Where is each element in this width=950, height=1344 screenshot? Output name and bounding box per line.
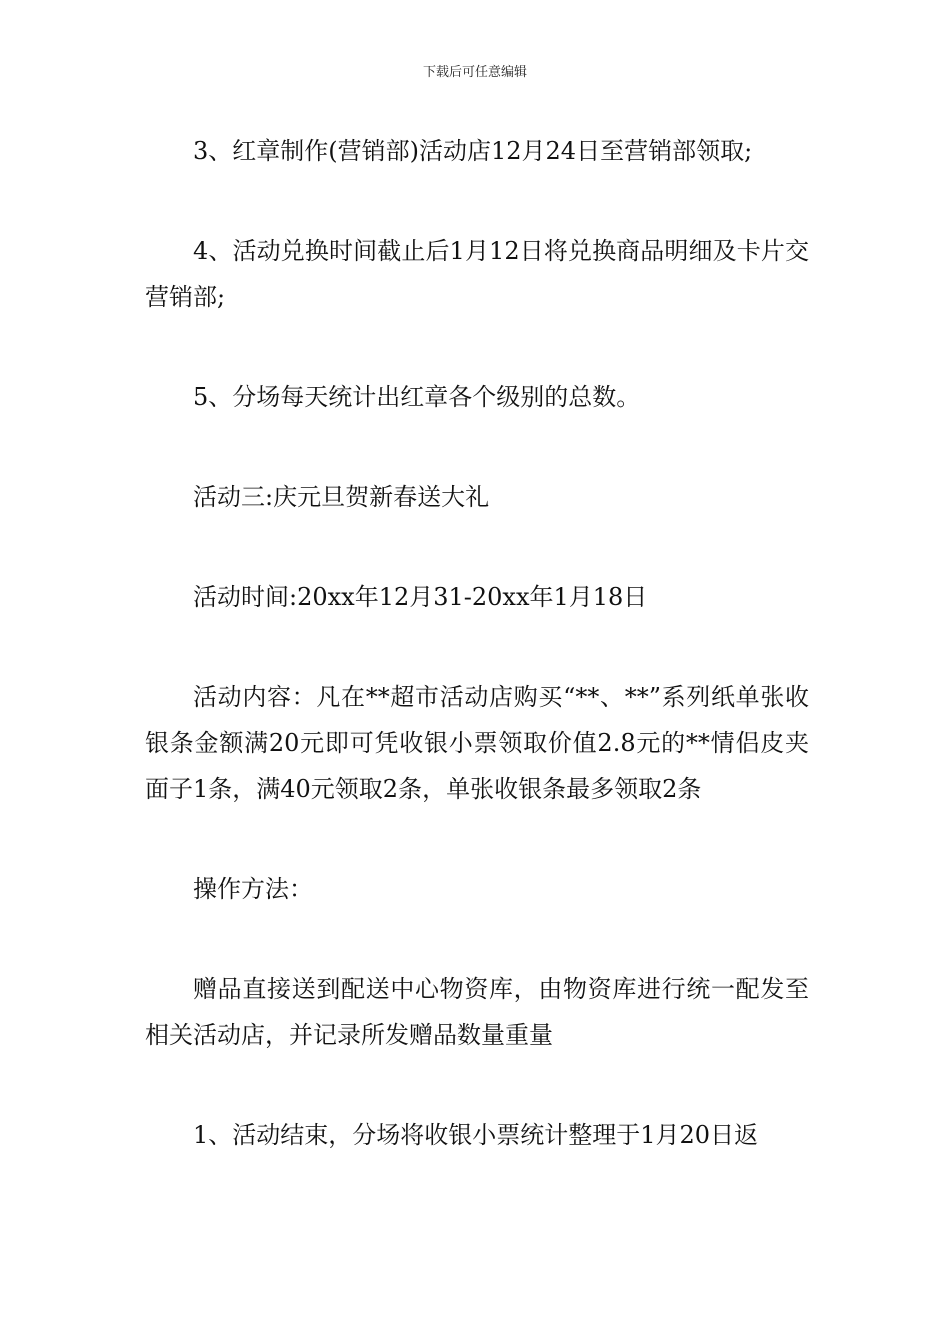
- paragraph-item-4: 4、活动兑换时间截止后1月12日将兑换商品明细及卡片交营销部;: [145, 237, 809, 311]
- operation-method-heading: 操作方法：: [193, 875, 313, 903]
- paragraph-item-1: 1、活动结束，分场将收银小票统计整理于1月20日返: [193, 1121, 759, 1149]
- paragraph-item-5: 5、分场每天统计出红章各个级别的总数。: [193, 383, 641, 411]
- activity-content: 活动内容：凡在**超市活动店购买“**、**”系列纸单张收银条金额满20元即可凭收银小票领取价值2.8元的**情侣皮夹面子1条，满40元领取2条，单张收银条最多领取2条: [145, 683, 809, 803]
- paragraph-item-3: 3、红章制作(营销部)活动店12月24日至营销部领取;: [193, 137, 753, 165]
- page-header: 下载后可任意编辑: [422, 65, 527, 80]
- activity-three-title: 活动三:庆元旦贺新春送大礼: [193, 483, 490, 511]
- document-body: [145, 128, 809, 1212]
- gift-distribution-text: 赠品直接送到配送中心物资库，由物资库进行统一配发至相关活动店，并记录所发赠品数量重量: [145, 975, 809, 1049]
- activity-time: 活动时间:20xx年12月31-20xx年1月18日: [193, 583, 648, 611]
